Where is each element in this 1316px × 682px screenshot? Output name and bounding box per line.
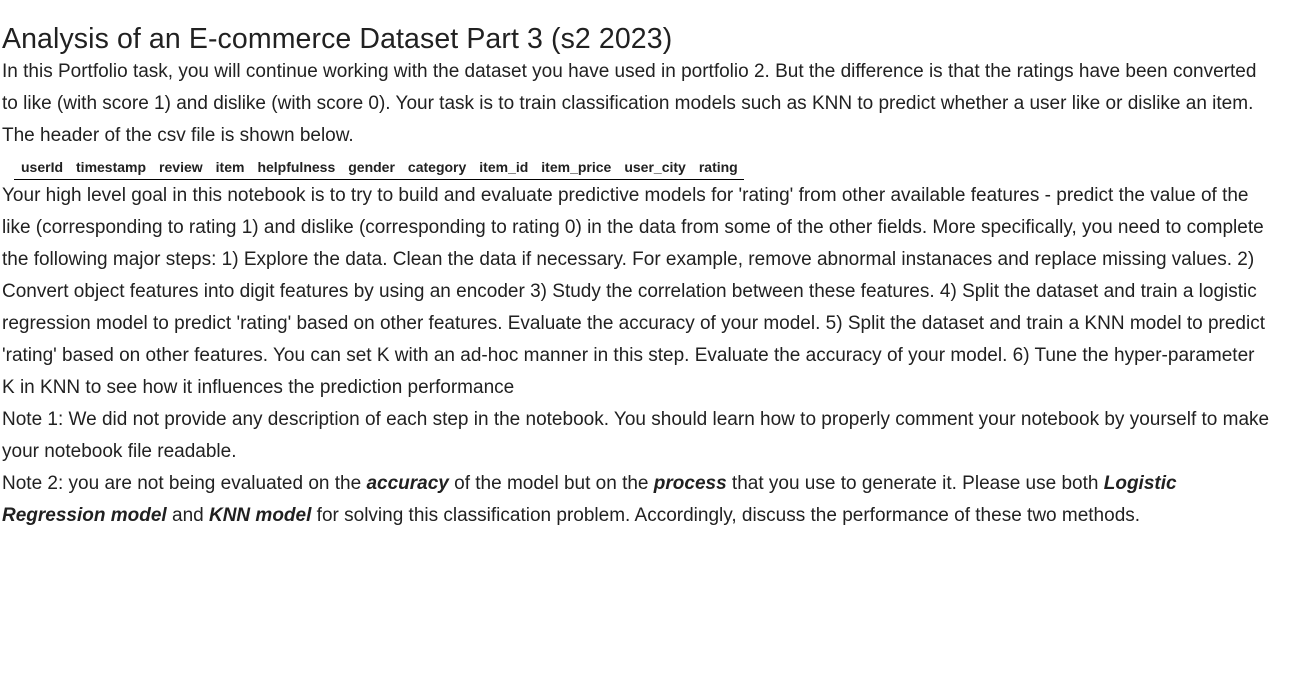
- note2-emphasis-logistic-regression: Logistic Regression model: [2, 473, 1177, 526]
- csv-column-review: review: [159, 159, 203, 175]
- csv-column-timestamp: timestamp: [76, 159, 147, 175]
- note2-emphasis-knn: KNN model: [208, 505, 312, 526]
- note2-text: for solving this classification problem. Accordingly, discuss the performance of these two methods.: [311, 505, 1141, 526]
- intro-paragraph: In this Portfolio task, you will continue working with the dataset you have used in portfolio 2. But the difference is that the ratings have been converted to like (with score 1) and dislike (with score 0). Your task is to train classification models such as KNN to predict whether a user like or dislike an item.: [2, 61, 1257, 114]
- csv-column-gender: gender: [348, 159, 395, 175]
- note2-text: that you use to generate it. Please use both: [726, 473, 1104, 494]
- csv-column-category: category: [407, 159, 467, 175]
- csv-column-helpfulness: helpfulness: [257, 159, 336, 175]
- goal-paragraph: Your high level goal in this notebook is to try to build and evaluate predictive models for 'rating' from other available features - predict the value of the like (corresponding to rating 1) and dislike (corresponding to rating 0) in the data from some of the other fields. More specifically, you need to complete the following major steps: 1) Explore the data. Clean the data if necessary. For example, remove abnormal instanaces and replace missing values. 2) Convert object features into digit features by using an encoder 3) Study the correlation between these features. 4) Split the dataset and train a logistic regression model to predict 'rating' based on other features. Evaluate the accuracy of your model. 5) Split the dataset and train a KNN model to predict 'rating' based on other features. You can set K with an ad-hoc manner in this step. Evaluate the accuracy of your model. 6) Tune the hyper-parameter K in KNN to see how it influences the prediction performance: [2, 185, 1265, 398]
- csv-column-item-id: item_id: [479, 159, 529, 175]
- csv-column-userid: userId: [21, 159, 64, 175]
- markdown-cell: [2, 0, 1272, 532]
- note1-paragraph: Note 1: We did not provide any description of each step in the notebook. You should learn how to properly comment your notebook by yourself to make your notebook file readable.: [2, 409, 1270, 462]
- csv-column-item: item: [215, 159, 245, 175]
- csv-header-row: [14, 154, 744, 180]
- header-note-paragraph: The header of the csv file is shown below.: [2, 125, 354, 146]
- note2-text: and: [166, 505, 209, 526]
- note2-emphasis-process: process: [653, 473, 727, 494]
- csv-column-item-price: item_price: [541, 159, 612, 175]
- csv-column-user-city: user_city: [624, 159, 686, 175]
- note2-emphasis-accuracy: accuracy: [366, 473, 449, 494]
- note2-paragraph: [2, 468, 1272, 532]
- csv-header-table: [14, 154, 744, 180]
- csv-column-rating: rating: [698, 159, 738, 175]
- page-title: Analysis of an E-commerce Dataset Part 3 (s2 2023): [2, 23, 673, 55]
- note2-text: Note 2: you are not being evaluated on the: [2, 473, 367, 494]
- note2-text: of the model but on the: [448, 473, 654, 494]
